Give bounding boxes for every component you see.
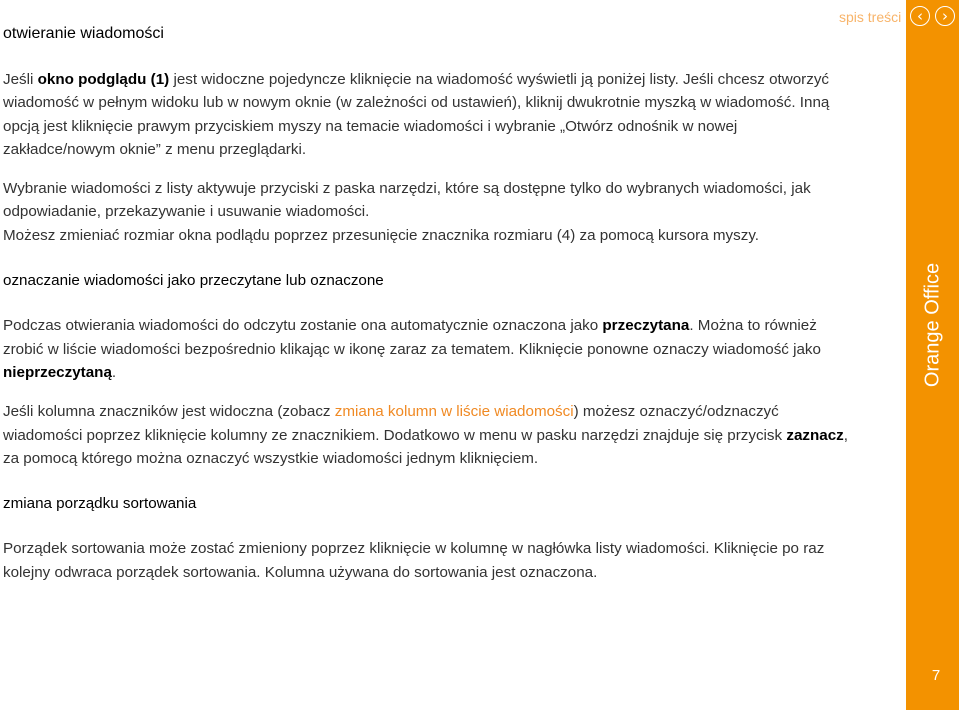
paragraph-toolbar-activation: Wybranie wiadomości z listy aktywuje przyciski z paska narzędzi, które są dostępne tylko do wybranych wiadomości, jak odpowiadanie, przekazywanie i usuwanie wiadomości.	[3, 180, 811, 221]
paragraph-resize-preview: Możesz zmieniać rozmiar okna podlądu poprzez przesunięcie znacznika rozmiaru (4) za pomocą kursora myszy.	[3, 226, 760, 244]
text: .	[111, 363, 117, 381]
table-of-contents-link[interactable]: spis treści	[839, 9, 902, 25]
paragraph-flag-column	[3, 400, 848, 470]
bold-term-select: zaznacz	[786, 426, 844, 444]
change-columns-link[interactable]: zmiana kolumn w liście wiadomości	[334, 403, 574, 421]
paragraph-preview-pane	[3, 68, 848, 161]
section-title: otwieranie wiadomości	[3, 25, 164, 42]
text: jest widoczne pojedyncze kliknięcie na wiadomość wyświetli ją poniżej listy. Jeśli chcesz otworzyć wiadomość w pełnym widoku lub w nowym oknie (w zależności od ustawień), kliknij dwukrotnie myszką w wiadomość. Inną opcją jest kliknięcie prawym przyciskiem myszy na temacie wiadomości i wybranie „Otwórz odnośnik w nowej zakładce/nowym oknie” z menu przeglądarki.	[3, 71, 830, 158]
page-number: 7	[931, 667, 941, 684]
text: ) możesz oznaczyć/odznaczyć wiadomości poprzez kliknięcie kolumny ze znacznikiem. Dodatkowo w menu w pasku narzędzi znajduje się przycisk	[3, 403, 787, 444]
paragraph-mark-read	[3, 314, 848, 384]
bold-term-preview-pane: okno podglądu (1)	[37, 71, 170, 88]
text: Jeśli kolumna znaczników jest widoczna (zobacz	[3, 403, 335, 421]
heading-mark-messages: oznaczanie wiadomości jako przeczytane lub oznaczone	[3, 272, 384, 290]
previous-page-button[interactable]	[910, 6, 930, 26]
text: Jeśli	[3, 71, 38, 88]
chevron-left-icon: ‹	[917, 6, 923, 25]
bold-term-read: przeczytana	[602, 317, 690, 335]
text: , za pomocą którego można oznaczyć wszystkie wiadomości jednym kliknięciem.	[3, 426, 848, 467]
text: . Można to również zrobić w liście wiadomości bezpośrednio klikając w ikonę zaraz za tematem. Kliknięcie ponowne oznaczy wiadomość jako	[3, 317, 821, 358]
paragraph-sort-order: Porządek sortowania może zostać zmieniony poprzez kliknięcie w kolumnę w nagłówka listy wiadomości. Kliknięcie po raz kolejny odwraca porządek sortowania. Kolumna używana do sortowania jest oznaczona.	[3, 540, 825, 581]
document-body	[3, 68, 848, 584]
heading-sort-order: zmiana porządku sortowania	[3, 495, 197, 513]
chevron-right-icon: ›	[942, 6, 948, 25]
brand-label: Orange Office	[921, 262, 944, 388]
bold-term-unread: nieprzeczytaną	[3, 363, 112, 381]
next-page-button[interactable]	[935, 6, 955, 26]
text: Podczas otwierania wiadomości do odczytu zostanie ona automatycznie oznaczona jako	[3, 317, 603, 335]
